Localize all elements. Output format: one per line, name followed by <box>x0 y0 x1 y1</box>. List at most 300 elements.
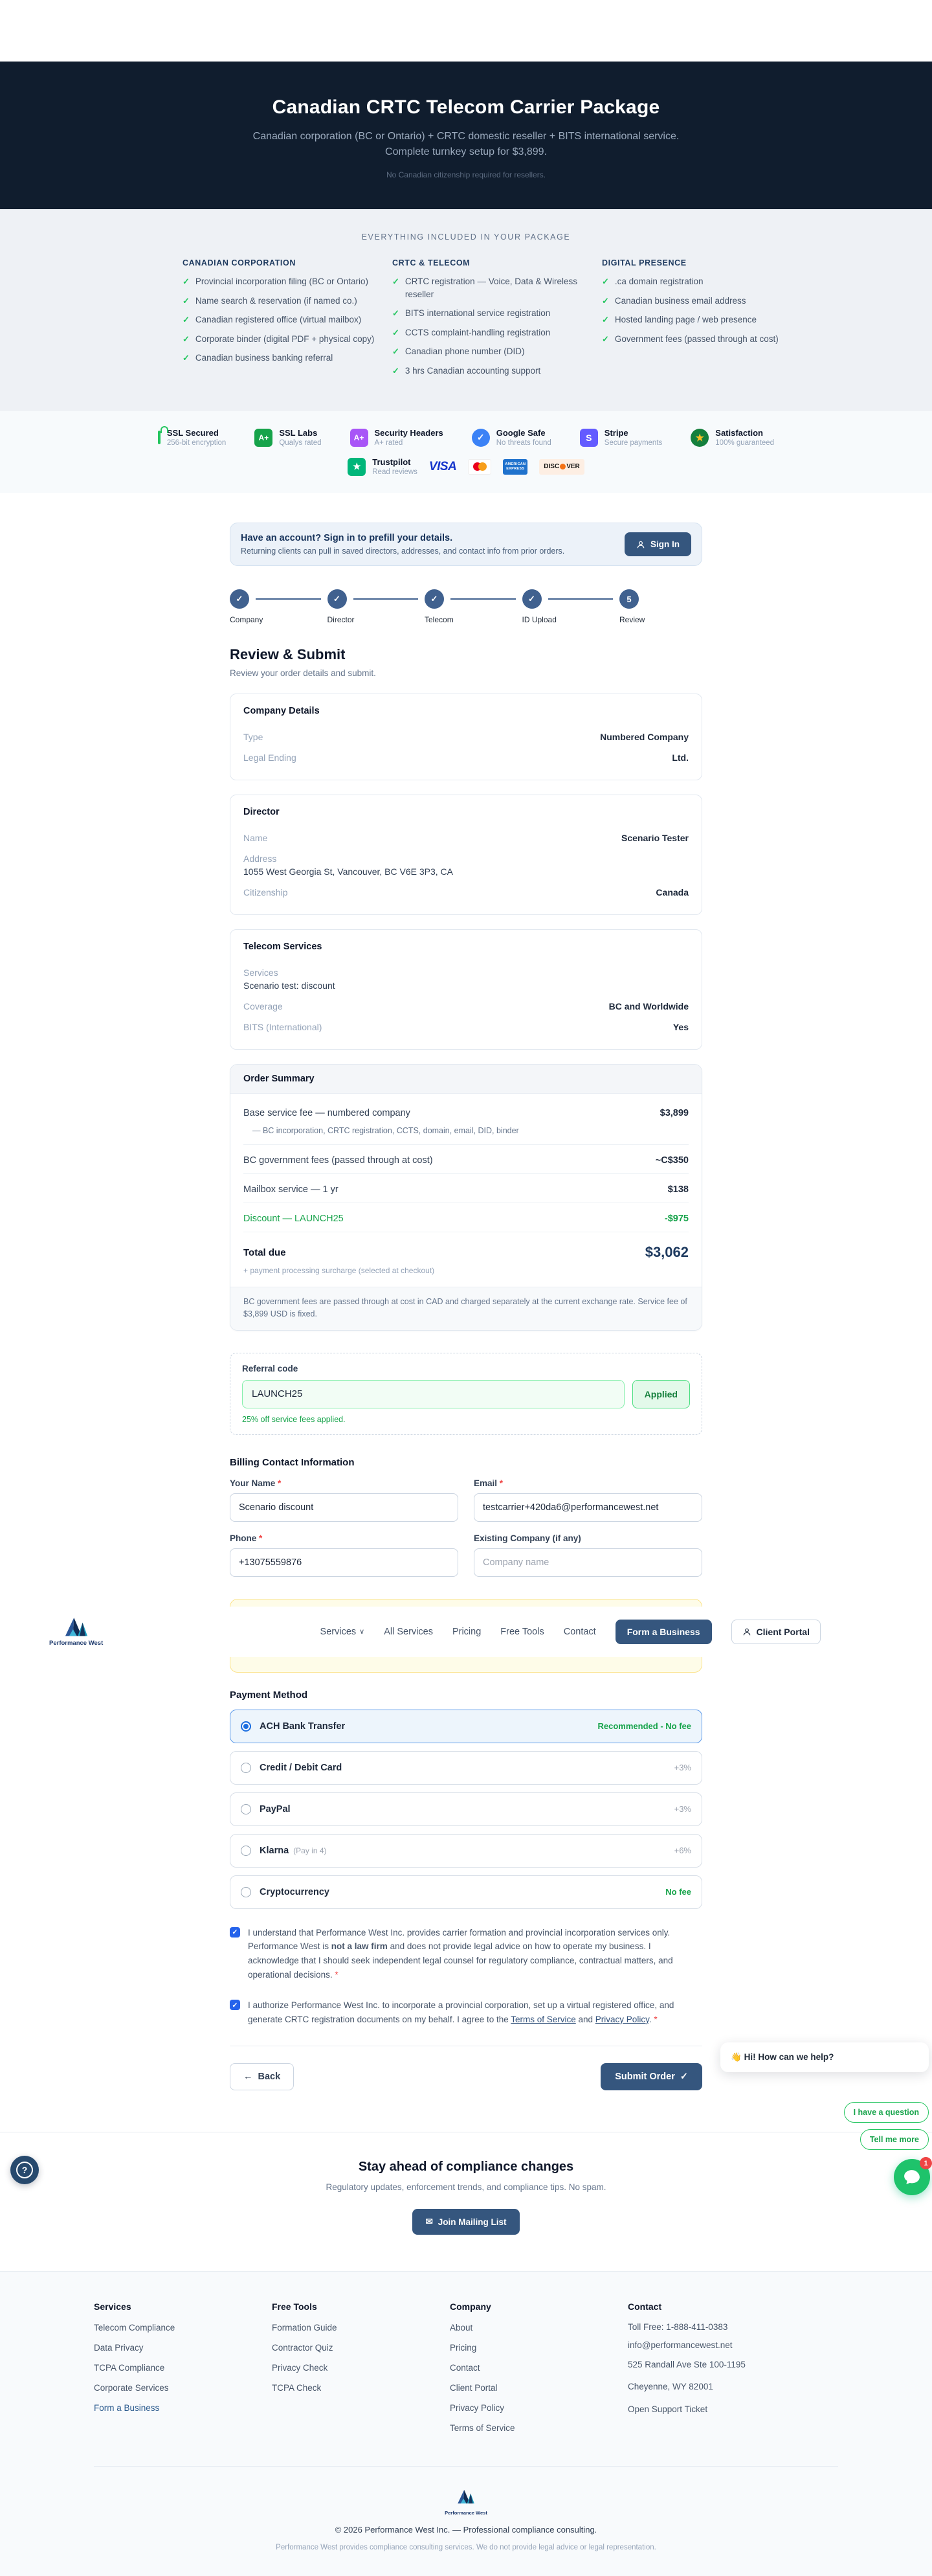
radio-unselected[interactable] <box>241 1763 251 1773</box>
check-icon: ✓ <box>392 327 399 337</box>
nav-pricing[interactable] <box>452 1627 481 1637</box>
included-column-telecom <box>392 258 586 383</box>
site-navbar <box>0 1607 932 1657</box>
payment-logos-row <box>0 457 932 476</box>
hero-note: No Canadian citizenship required for resellers. <box>386 170 546 179</box>
badge-title: Trustpilot <box>372 457 411 468</box>
footer-email[interactable]: info@performancewest.net <box>628 2340 733 2351</box>
footer-column-services <box>94 2301 272 2443</box>
check-icon: ✓ <box>602 295 609 306</box>
row-value: Ltd. <box>672 752 689 763</box>
footer-column-title: Contact <box>628 2301 662 2312</box>
agreement-authorize <box>230 1998 702 2026</box>
badge-title: Satisfaction <box>715 428 763 438</box>
step-connector <box>450 598 516 600</box>
hero-subtitle: Canadian corporation (BC or Ontario) + CRTC domestic reseller + BITS international service. Complete turnkey setup for $3,899. <box>252 131 680 157</box>
mastercard-logo <box>468 459 491 475</box>
email-label <box>474 1478 702 1488</box>
amex-line1: AMERICAN <box>505 462 526 466</box>
step-label: Director <box>327 615 355 625</box>
mailing-section <box>0 2132 932 2271</box>
step-company[interactable] <box>230 589 263 625</box>
row-label: Legal Ending <box>243 752 296 763</box>
payment-option-ach[interactable] <box>230 1710 702 1743</box>
star-icon: ★ <box>691 429 709 447</box>
included-grid <box>183 258 779 383</box>
agreement-text <box>248 1926 702 1982</box>
trustpilot-star-icon: ★ <box>348 458 366 476</box>
hero-section <box>0 62 932 209</box>
detail-row <box>243 1017 689 1037</box>
row-label: Address <box>243 853 277 864</box>
package-item-text: Provincial incorporation filing (BC or Ontario) <box>195 277 369 286</box>
arrow-left-icon: ← <box>243 2072 253 2083</box>
footer-column-company <box>450 2301 628 2443</box>
row-value: 1055 West Georgia St, Vancouver, BC V6E 3P3, CA <box>243 866 453 877</box>
wave-icon: 👋 <box>731 2052 742 2062</box>
mailing-subtitle: Regulatory updates, enforcement trends, and compliance tips. No spam. <box>326 2182 606 2193</box>
chat-bubble-icon <box>904 2169 920 2185</box>
payment-option-fee: Recommended - No fee <box>597 1721 691 1732</box>
form-actions <box>230 2046 928 2167</box>
step-check-icon: ✓ <box>230 589 249 609</box>
check-icon: ✓ <box>392 365 399 376</box>
chat-greeting-text: Hi! How can we help? <box>744 2052 834 2062</box>
order-line-mailbox <box>243 1174 689 1203</box>
badge-title: SSL Labs <box>279 428 318 438</box>
footer-link-contractor-quiz[interactable]: Contractor Quiz <box>272 2343 333 2353</box>
review-subtitle: Review your order details and submit. <box>230 668 376 679</box>
privacy-policy-link[interactable]: Privacy Policy <box>595 2014 649 2024</box>
discover-text-right: VER <box>566 463 580 471</box>
badge-subtitle: Qualys rated <box>279 439 322 447</box>
line-value: -$975 <box>664 1214 689 1225</box>
nav-services-menu[interactable] <box>320 1627 365 1637</box>
client-portal-button[interactable] <box>731 1620 821 1644</box>
payment-option-fee: No fee <box>665 1887 691 1897</box>
chat-quick-reply-more[interactable]: Tell me more <box>860 2129 929 2150</box>
footer-address-line1: 525 Randall Ave Ste 100-1195 <box>628 2360 746 2370</box>
package-item-text: Canadian business banking referral <box>195 353 333 363</box>
required-mark: * <box>278 1478 282 1488</box>
payment-option-label: PayPal <box>260 1803 291 1814</box>
package-item-text: BITS international service registration <box>405 308 551 319</box>
order-footnote: BC government fees are passed through at cost in CAD and charged separately at the current exchange rate. Service fee of $3,899 USD is fixed. <box>230 1287 702 1330</box>
line-label: Base service fee — numbered company <box>243 1108 410 1119</box>
agreement-text-part: . <box>649 2014 654 2024</box>
nav-link-label: All Services <box>384 1626 433 1637</box>
footer-column-contact <box>628 2301 838 2443</box>
row-label: Services <box>243 967 278 978</box>
company-field-group <box>474 1533 702 1577</box>
badge-title: Stripe <box>604 428 628 438</box>
order-summary-card <box>230 1064 702 1331</box>
trust-badges-row <box>0 428 932 447</box>
top-spacer <box>0 0 932 62</box>
package-item-text: Canadian registered office (virtual mailbox) <box>195 315 362 325</box>
package-item <box>602 313 781 326</box>
footer-link-telecom-compliance[interactable]: Telecom Compliance <box>94 2323 175 2333</box>
package-item <box>602 275 781 288</box>
navbar-overlay-zone <box>49 1599 810 1673</box>
detail-row-services <box>243 962 689 996</box>
chevron-down-icon: ∨ <box>359 1628 365 1636</box>
footer-link-privacy-policy[interactable]: Privacy Policy <box>450 2403 505 2413</box>
form-a-business-button[interactable]: Form a Business <box>616 1620 712 1644</box>
company-details-card <box>230 694 702 780</box>
package-item-text: CCTS complaint-handling registration <box>405 327 551 337</box>
page-title: Canadian CRTC Telecom Carrier Package <box>272 96 660 118</box>
payment-option-label: ACH Bank Transfer <box>260 1721 346 1732</box>
step-check-icon: ✓ <box>425 589 444 609</box>
footer-link-about[interactable]: About <box>450 2323 473 2333</box>
agreement-not-law-firm <box>230 1926 702 1982</box>
total-value: $3,062 <box>645 1244 689 1261</box>
included-column-title: CANADIAN CORPORATION <box>183 258 296 267</box>
package-item <box>392 365 586 378</box>
badge-subtitle: Read reviews <box>372 468 417 477</box>
package-item <box>183 275 377 288</box>
email-field-group <box>474 1478 702 1522</box>
amex-logo <box>503 459 527 475</box>
package-item-text: CRTC registration — Voice, Data & Wireless reseller <box>405 277 577 299</box>
nav-free-tools[interactable] <box>500 1627 544 1637</box>
ssl-labs-grade-icon: A+ <box>254 429 272 447</box>
agreement-text-part: I understand that Performance West Inc. provides carrier formation and provincial incorporation services only. Performance West is <box>248 1927 671 1952</box>
line-value: $138 <box>667 1184 689 1195</box>
step-label: ID Upload <box>522 615 557 625</box>
check-icon: ✓ <box>602 277 609 286</box>
agreement-text <box>248 1998 702 2026</box>
performance-west-logo-icon <box>456 2489 476 2505</box>
row-label: Name <box>243 833 268 844</box>
phone-field-group <box>230 1533 458 1577</box>
payment-option-label: Credit / Debit Card <box>260 1762 342 1773</box>
label-text: Phone <box>230 1533 257 1543</box>
footer-link-client-portal[interactable]: Client Portal <box>450 2383 498 2393</box>
chat-greeting-bubble[interactable] <box>720 2042 929 2072</box>
order-line-base <box>243 1098 689 1126</box>
payment-option-fee: +6% <box>674 1846 691 1856</box>
progress-steps <box>230 589 645 625</box>
step-label: Telecom <box>425 615 454 625</box>
payment-method-title: Payment Method <box>230 1689 308 1700</box>
referral-applied-button[interactable]: Applied <box>632 1380 690 1408</box>
referral-label: Referral code <box>242 1363 298 1373</box>
row-value: Canada <box>656 887 689 898</box>
nav-link-label: Services <box>320 1626 357 1637</box>
detail-row <box>243 996 689 1017</box>
name-input[interactable] <box>230 1493 458 1522</box>
line-label: Mailbox service — 1 yr <box>243 1184 338 1195</box>
label-text: Email <box>474 1478 498 1488</box>
package-item-text: Hosted landing page / web presence <box>614 315 757 325</box>
check-icon: ✓ <box>680 2072 688 2083</box>
radio-selected[interactable] <box>241 1721 251 1732</box>
stripe-icon: S <box>580 429 598 447</box>
package-item <box>392 307 586 320</box>
footer-phone: Toll Free: 1-888-411-0383 <box>628 2322 728 2333</box>
badge-subtitle: 256-bit encryption <box>166 439 227 447</box>
package-item <box>183 333 377 346</box>
phone-label <box>230 1533 458 1543</box>
surcharge-note: + payment processing surcharge (selected at checkout) <box>243 1266 435 1276</box>
order-line-discount <box>243 1203 689 1232</box>
nav-link-label: Pricing <box>452 1626 482 1637</box>
included-column-title: CRTC & TELECOM <box>392 258 471 267</box>
package-item-text: Canadian business email address <box>614 295 746 306</box>
package-item <box>602 295 781 308</box>
check-icon: ✓ <box>183 353 190 363</box>
footer-address <box>628 2358 838 2394</box>
step-check-icon: ✓ <box>327 589 347 609</box>
footer-column-title: Services <box>94 2301 131 2312</box>
footer-link-terms-of-service[interactable]: Terms of Service <box>450 2423 515 2434</box>
footer-column-free-tools <box>272 2301 450 2443</box>
agreement-text-part: I authorize Performance West Inc. to incorporate a provincial corporation, set up a virtual registered office, and generate CRTC registration documents on my behalf. I agree to the <box>248 2000 674 2024</box>
line-label: Discount — LAUNCH25 <box>243 1214 344 1225</box>
package-item-text: 3 hrs Canadian accounting support <box>405 365 541 376</box>
checkout-section <box>0 493 932 2167</box>
check-icon: ✓ <box>183 277 190 286</box>
performance-west-logo-icon <box>63 1616 89 1638</box>
badge-title: SSL Secured <box>166 428 219 438</box>
nav-link-label: Free Tools <box>500 1626 544 1637</box>
terms-of-service-link[interactable]: Terms of Service <box>511 2014 576 2024</box>
agreement-bold: not a law firm <box>331 1941 388 1952</box>
required-mark: * <box>654 2014 658 2024</box>
row-value: Yes <box>672 1022 689 1033</box>
package-item <box>183 352 377 365</box>
footer-link-tcpa-check[interactable]: TCPA Check <box>272 2383 322 2393</box>
package-item-text: .ca domain registration <box>614 277 704 286</box>
help-button[interactable] <box>10 2156 39 2184</box>
line-value: $3,899 <box>660 1108 689 1119</box>
badge-stripe <box>580 428 663 447</box>
step-review[interactable] <box>619 589 645 625</box>
step-id-upload[interactable] <box>522 589 557 625</box>
footer-support-ticket-link[interactable]: Open Support Ticket <box>628 2404 708 2415</box>
name-label <box>230 1478 458 1488</box>
label-text: Your Name <box>230 1478 276 1488</box>
radio-unselected[interactable] <box>241 1804 251 1814</box>
package-item <box>183 295 377 308</box>
name-field-group <box>230 1478 458 1522</box>
badge-security-headers <box>350 428 443 447</box>
row-value: BC and Worldwide <box>608 1001 689 1012</box>
step-connector <box>256 598 321 600</box>
detail-row-address <box>243 848 689 882</box>
question-icon: ? <box>16 2162 33 2178</box>
referral-code-box <box>230 1353 702 1435</box>
row-label: Type <box>243 732 263 743</box>
email-input[interactable] <box>474 1493 702 1522</box>
footer-copyright: © 2026 Performance West Inc. — Professional compliance consulting. <box>335 2525 597 2535</box>
card-title: Telecom Services <box>243 942 322 953</box>
footer-link-contact[interactable]: Contact <box>450 2363 480 2373</box>
order-total-row <box>243 1232 689 1263</box>
badge-ssl-secured <box>158 428 226 447</box>
nav-all-services[interactable] <box>384 1627 433 1637</box>
check-icon: ✓ <box>392 346 399 357</box>
discover-logo <box>539 459 584 475</box>
checkbox-checked[interactable]: ✓ <box>230 1927 240 1938</box>
package-item-text: Government fees (passed through at cost) <box>614 333 779 344</box>
agreement-text-part: and does not provide legal advice on how to operate my business. I acknowledge that I should seek independent legal counsel for regulatory compliance, contractual matters, and operational decisions. <box>248 1941 673 1980</box>
mail-icon: ✉ <box>425 2217 433 2227</box>
badge-google-safe <box>472 428 551 447</box>
checkbox-checked[interactable]: ✓ <box>230 2000 240 2010</box>
package-item-text: Corporate binder (digital PDF + physical copy) <box>195 333 375 344</box>
shield-check-icon: ✓ <box>472 429 490 447</box>
footer-disclaimer: Performance West provides compliance consulting services. We do not provide legal advice or legal representation. <box>276 2544 656 2552</box>
sign-in-label: Sign In <box>650 539 680 550</box>
footer-column-title: Free Tools <box>272 2301 317 2312</box>
review-title: Review & Submit <box>230 646 346 663</box>
client-portal-label: Client Portal <box>756 1626 810 1637</box>
security-headers-grade-icon: A+ <box>350 429 368 447</box>
footer-link-pricing[interactable]: Pricing <box>450 2343 477 2353</box>
signin-title: Have an account? Sign in to prefill your details. <box>241 533 453 544</box>
badge-ssl-labs <box>254 428 321 447</box>
referral-code-input[interactable] <box>242 1380 625 1408</box>
badge-title: Security Headers <box>374 428 443 438</box>
radio-unselected[interactable] <box>241 1846 251 1856</box>
unread-badge: 1 <box>920 2157 932 2169</box>
footer-link-form-a-business[interactable]: Form a Business <box>94 2403 160 2413</box>
detail-row <box>243 828 689 848</box>
order-summary-title: Order Summary <box>230 1065 702 1094</box>
order-line-gov-fees <box>243 1145 689 1174</box>
required-mark: * <box>335 1969 338 1980</box>
amex-line2: EXPRESS <box>506 466 525 471</box>
footer-link-formation-guide[interactable]: Formation Guide <box>272 2323 337 2333</box>
lock-icon <box>158 432 161 444</box>
included-column-digital <box>602 258 781 383</box>
step-check-icon: ✓ <box>522 589 542 609</box>
row-label: Citizenship <box>243 887 288 898</box>
submit-label: Submit Order <box>615 2072 675 2083</box>
badge-subtitle: A+ rated <box>374 439 403 447</box>
footer-address-line2: Cheyenne, WY 82001 <box>628 2382 713 2392</box>
package-item <box>183 313 377 326</box>
brand-name: Performance West <box>49 1640 104 1647</box>
required-mark: * <box>499 1478 504 1488</box>
badge-subtitle: Secure payments <box>604 439 663 447</box>
card-title: Company Details <box>243 706 320 717</box>
step-connector <box>548 598 614 600</box>
card-title: Director <box>243 807 280 818</box>
row-label: Coverage <box>243 1001 283 1012</box>
chat-quick-reply-question[interactable]: I have a question <box>844 2102 929 2123</box>
director-card <box>230 795 702 915</box>
badge-trustpilot[interactable] <box>348 457 417 476</box>
discover-text-left: DISC <box>544 463 560 471</box>
payment-option-card[interactable] <box>230 1751 702 1785</box>
footer-brand-name: Performance West <box>445 2510 487 2516</box>
footer-link-corporate-services[interactable]: Corporate Services <box>94 2383 169 2393</box>
sign-in-button[interactable] <box>625 532 691 556</box>
badge-subtitle: 100% guaranteed <box>715 439 775 447</box>
step-connector <box>353 598 419 600</box>
step-label: Company <box>230 615 263 625</box>
step-director[interactable] <box>327 589 355 625</box>
check-icon: ✓ <box>183 315 190 325</box>
existing-company-input[interactable] <box>474 1548 702 1577</box>
row-value: Scenario Tester <box>621 833 689 844</box>
step-label: Review <box>619 615 645 625</box>
check-icon: ✓ <box>602 315 609 325</box>
payment-option-paypal[interactable] <box>230 1792 702 1826</box>
badge-title: Google Safe <box>496 428 546 438</box>
row-value: Scenario test: discount <box>243 980 335 991</box>
brand-logo[interactable] <box>49 1616 103 1647</box>
included-column-corporation <box>183 258 377 383</box>
back-button[interactable] <box>230 2063 294 2090</box>
total-label: Total due <box>243 1247 286 1258</box>
referral-success-message: 25% off service fees applied. <box>242 1414 346 1424</box>
included-section <box>0 209 932 411</box>
submit-order-button[interactable] <box>601 2063 702 2090</box>
person-icon <box>636 540 645 549</box>
required-mark: * <box>259 1533 263 1543</box>
check-icon: ✓ <box>183 295 190 306</box>
line-value: ~C$350 <box>655 1155 689 1166</box>
footer-link-privacy-check[interactable]: Privacy Check <box>272 2363 328 2373</box>
package-item <box>392 345 586 358</box>
footer-link-tcpa-compliance[interactable]: TCPA Compliance <box>94 2363 165 2373</box>
person-icon <box>742 1627 751 1636</box>
row-value: Numbered Company <box>600 732 689 743</box>
radio-unselected[interactable] <box>241 1887 251 1897</box>
payment-option-klarna[interactable] <box>230 1834 702 1868</box>
signin-subtitle: Returning clients can pull in saved directors, addresses, and contact info from prior orders. <box>241 547 565 556</box>
billing-title: Billing Contact Information <box>230 1456 355 1468</box>
payment-option-crypto[interactable] <box>230 1875 702 1909</box>
row-label: BITS (International) <box>243 1022 322 1033</box>
package-item-text: Canadian phone number (DID) <box>405 346 525 357</box>
footer-link-data-privacy[interactable]: Data Privacy <box>94 2343 144 2353</box>
payment-option-fee: +3% <box>674 1763 691 1773</box>
check-icon: ✓ <box>392 308 399 319</box>
payment-option-label: Cryptocurrency <box>260 1886 329 1897</box>
nav-link-label: Contact <box>563 1626 596 1637</box>
package-item <box>392 275 586 300</box>
phone-input[interactable] <box>230 1548 458 1577</box>
existing-company-label: Existing Company (if any) <box>474 1533 581 1543</box>
included-column-title: DIGITAL PRESENCE <box>602 258 687 267</box>
detail-row <box>243 747 689 768</box>
package-item <box>602 333 781 346</box>
detail-row <box>243 727 689 747</box>
payment-option-sublabel: (Pay in 4) <box>293 1846 327 1855</box>
detail-row <box>243 882 689 903</box>
nav-contact[interactable] <box>564 1627 596 1637</box>
telecom-services-card <box>230 929 702 1050</box>
mailing-title: Stay ahead of compliance changes <box>358 2160 574 2175</box>
package-item-text: Name search & reservation (if named co.) <box>195 295 357 306</box>
payment-option-fee: +3% <box>674 1804 691 1814</box>
join-mailing-list-label: Join Mailing List <box>438 2217 507 2227</box>
back-label: Back <box>258 2072 281 2083</box>
check-icon: ✓ <box>602 333 609 344</box>
footer-column-title: Company <box>450 2301 491 2312</box>
line-label: BC government fees (passed through at cost) <box>243 1155 433 1166</box>
step-telecom[interactable] <box>425 589 454 625</box>
signin-banner <box>230 523 702 566</box>
footer <box>0 2271 932 2576</box>
join-mailing-list-button[interactable] <box>412 2209 519 2235</box>
